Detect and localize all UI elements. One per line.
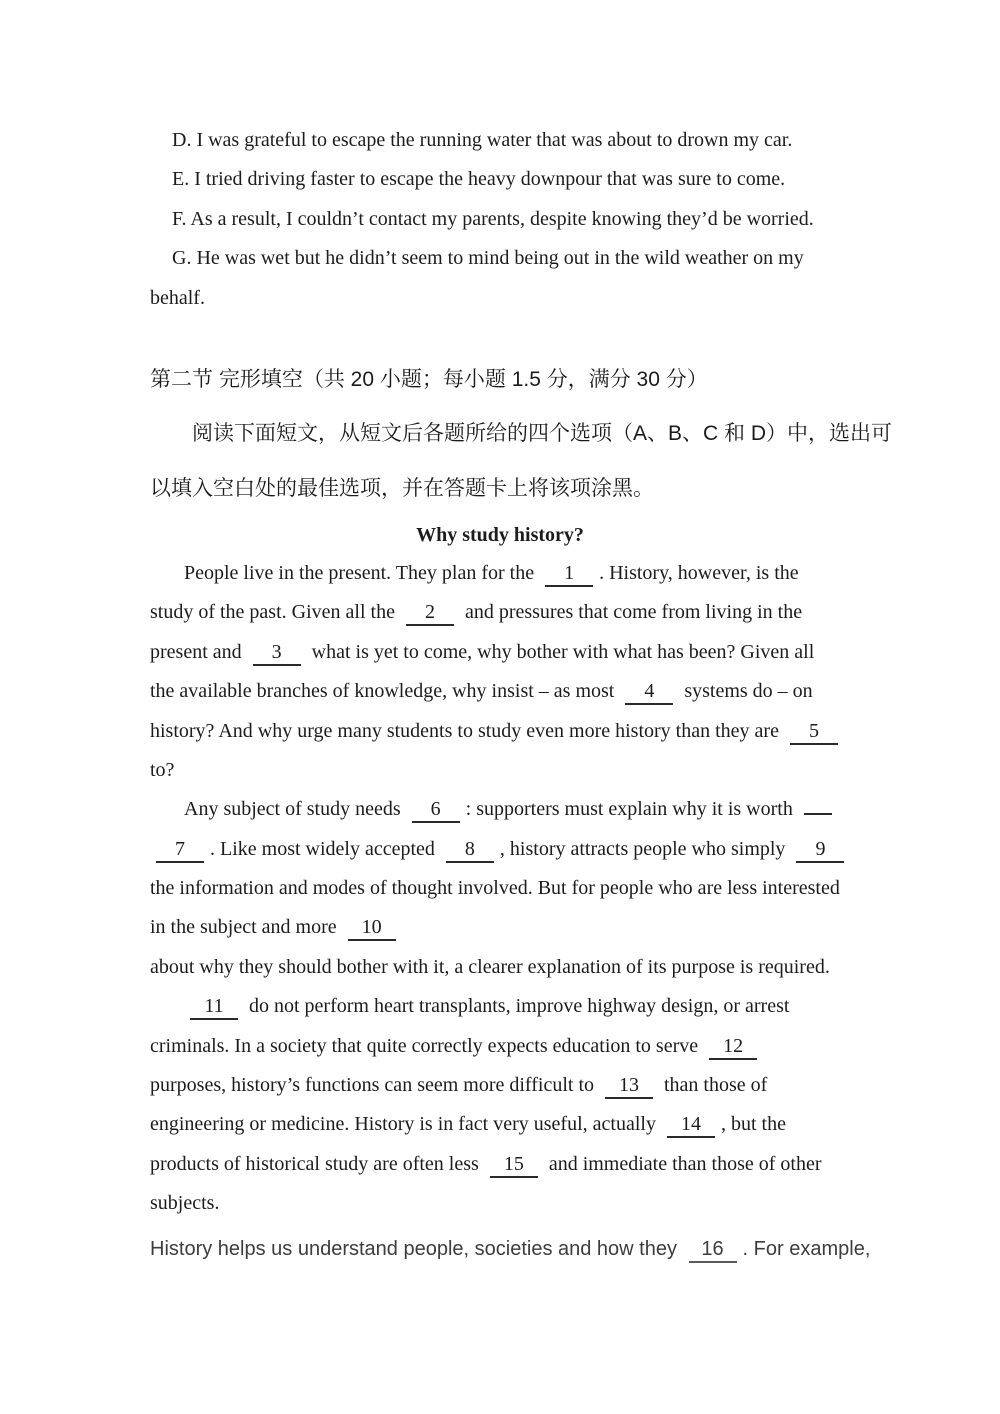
text-line [150,987,850,1026]
text-line [150,1184,850,1223]
text-segment: what is yet to come, why bother with what has been? Given all [306,640,815,663]
text-segment: to? [150,758,175,781]
text-segment: People live in the present. They plan for the [184,561,540,584]
text-segment: 以填入空白处的最佳选项，并在答题卡上将该项涂黑。 [150,476,654,500]
text-line [150,830,850,869]
text-line [150,1027,850,1066]
text-segment: 阅读下面短文，从短文后各题所给的四个选项（A、B、C 和 D）中，选出可 [192,421,893,445]
text-segment: the available branches of knowledge, why insist – as most [150,680,620,703]
text-segment: F. As a result, I couldn’t contact my parents, despite knowing they’d be worried. [172,207,814,230]
blank-1: 1 [545,561,593,587]
text-line [150,869,850,908]
text-segment: . History, however, is the [599,561,799,584]
text-segment: and pressures that come from living in the [459,601,803,624]
text-segment: present and [150,640,247,663]
text-segment: . Like most widely accepted [210,837,440,860]
text-line [150,790,850,829]
cloze-instructions [150,406,893,516]
blank-3: 3 [253,640,301,666]
text-segment: about why they should bother with it, a clearer explanation of its purpose is required. [150,955,830,978]
text-line [150,279,850,318]
text-line [150,751,850,790]
text-segment: than those of [659,1074,768,1097]
text-line [150,593,850,632]
text-segment: D. I was grateful to escape the running water that was about to drown my car. [172,129,793,151]
blank-8: 8 [446,837,494,863]
text-segment: criminals. In a society that quite correctly expects education to serve [150,1034,704,1057]
text-line [150,633,850,672]
passage-continuation [150,1229,871,1269]
text-line [150,712,850,751]
text-line [150,461,850,516]
text-segment: history? And why urge many students to study even more history than they are [150,719,784,742]
blank-4: 4 [625,679,673,705]
text-segment: behalf. [150,286,205,309]
text-segment: do not perform heart transplants, improve highway design, or arrest [244,995,790,1018]
text-line [150,1145,850,1184]
text-segment: : supporters must explain why it is worth [465,798,798,821]
blank-12: 12 [709,1034,757,1060]
text-line [150,121,850,160]
text-segment: the information and modes of thought involved. But for people who are less interested [150,877,840,900]
blank-underline [804,813,832,815]
passage-title: Why study history? [416,523,584,546]
blank-16: 16 [689,1237,737,1263]
blank-13: 13 [605,1073,653,1099]
text-line [150,554,850,593]
text-segment: G. He was wet but he didn’t seem to mind being out in the wild weather on my [172,247,804,270]
text-line [150,406,893,461]
text-segment: , but the [720,1113,786,1136]
text-line [150,908,850,947]
blank-6: 6 [412,797,460,823]
text-line [150,1105,850,1144]
text-segment: , history attracts people who simply [499,837,791,860]
text-segment: subjects. [150,1192,220,1215]
text-segment: E. I tried driving faster to escape the heavy downpour that was sure to come. [172,168,786,191]
text-segment: and immediate than those of other [543,1152,822,1175]
cloze-section-heading-text: 第二节 完形填空（共 20 小题；每小题 1.5 分，满分 30 分） [150,367,708,391]
text-line [150,239,850,278]
text-line [150,948,850,987]
text-segment: systems do – on [679,680,813,703]
text-segment: History helps us understand people, societies and how they [150,1237,683,1260]
text-line [150,1229,871,1269]
answer-options-d-to-g [150,121,850,318]
text-segment: in the subject and more [150,916,342,939]
text-line [150,160,850,199]
blank-15: 15 [490,1152,538,1178]
passage-body [150,554,850,1224]
text-segment: purposes, history’s functions can seem more difficult to [150,1074,599,1097]
text-segment: . For example, [742,1237,871,1260]
text-segment: engineering or medicine. History is in fact very useful, actually [150,1113,661,1136]
blank-7: 7 [156,837,204,863]
text-line [150,672,850,711]
blank-9: 9 [796,837,844,863]
blank-5: 5 [790,719,838,745]
blank-14: 14 [667,1112,715,1138]
blank-2: 2 [406,600,454,626]
text-segment: study of the past. Given all the [150,601,400,624]
text-line [150,200,850,239]
cloze-section-heading [150,354,850,406]
text-line [150,1066,850,1105]
blank-10: 10 [348,915,396,941]
text-segment: products of historical study are often less [150,1152,484,1175]
blank-11: 11 [190,994,238,1020]
text-segment: Any subject of study needs [184,798,406,821]
